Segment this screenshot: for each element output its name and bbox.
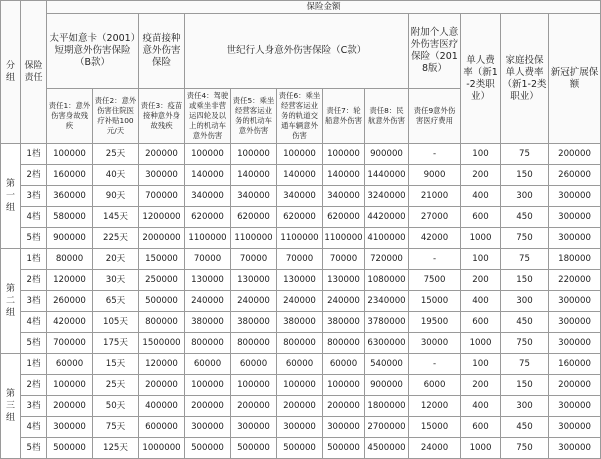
value-cell: 1440000 (365, 165, 409, 186)
value-cell: 70000 (323, 249, 365, 270)
table-row (1, 396, 601, 417)
value-cell: 260000 (549, 165, 601, 186)
value-cell: 300000 (549, 291, 601, 312)
group-label: 第二组 (1, 249, 21, 354)
value-cell: 150000 (139, 249, 185, 270)
value-cell: 130000 (231, 270, 277, 291)
value-cell: 500000 (185, 438, 231, 459)
value-cell: 225天 (93, 228, 139, 249)
value-cell: 240000 (231, 291, 277, 312)
header-row-products (1, 14, 601, 89)
value-cell: - (409, 249, 461, 270)
value-cell: 70000 (231, 249, 277, 270)
value-cell: 620000 (185, 207, 231, 228)
value-cell: 27000 (409, 207, 461, 228)
value-cell: 300000 (549, 312, 601, 333)
value-cell: 1080000 (365, 270, 409, 291)
value-cell: 500000 (277, 438, 323, 459)
value-cell: 180000 (549, 249, 601, 270)
value-cell: 450 (501, 417, 549, 438)
group-label: 第一组 (1, 144, 21, 249)
value-cell: 300000 (231, 417, 277, 438)
value-cell: 60000 (323, 354, 365, 375)
value-cell: 100000 (231, 375, 277, 396)
table-row (1, 312, 601, 333)
value-cell: 100 (461, 354, 501, 375)
value-cell: 70000 (185, 249, 231, 270)
value-cell: 80000 (47, 249, 93, 270)
level-cell: 3档 (21, 186, 47, 207)
value-cell: 160000 (549, 354, 601, 375)
value-cell: 42000 (409, 228, 461, 249)
value-cell: 380000 (277, 312, 323, 333)
table-row (1, 186, 601, 207)
value-cell: 200 (461, 375, 501, 396)
level-cell: 1档 (21, 354, 47, 375)
value-cell: 100000 (185, 375, 231, 396)
group-column-header: 分组 (1, 1, 21, 144)
duty-7-header: 责任7：轮船意外伤害 (323, 89, 365, 144)
value-cell: 450 (501, 207, 549, 228)
value-cell: 150 (501, 375, 549, 396)
value-cell: 300000 (549, 396, 601, 417)
value-cell: 300000 (549, 438, 601, 459)
value-cell: 4500000 (365, 438, 409, 459)
value-cell: 140000 (185, 165, 231, 186)
value-cell: 1000000 (139, 438, 185, 459)
value-cell: 1100000 (231, 228, 277, 249)
level-cell: 5档 (21, 228, 47, 249)
value-cell: 65天 (93, 291, 139, 312)
value-cell: 800000 (139, 312, 185, 333)
value-cell: 125天 (93, 438, 139, 459)
value-cell: 300 (501, 396, 549, 417)
value-cell: 700000 (139, 186, 185, 207)
value-cell: 60000 (47, 354, 93, 375)
value-cell: 70000 (277, 249, 323, 270)
value-cell: 120000 (47, 270, 93, 291)
value-cell: 620000 (323, 207, 365, 228)
value-cell: 60000 (231, 354, 277, 375)
level-cell: 4档 (21, 207, 47, 228)
value-cell: 600000 (139, 417, 185, 438)
value-cell: 300000 (277, 417, 323, 438)
value-cell: 620000 (277, 207, 323, 228)
value-cell: 50天 (93, 396, 139, 417)
level-cell: 4档 (21, 312, 47, 333)
value-cell: 15000 (409, 291, 461, 312)
single-premium-header: 单人费率（新1-2类职业） (461, 14, 501, 144)
value-cell: 6300000 (365, 333, 409, 354)
value-cell: 105天 (93, 312, 139, 333)
table-row (1, 438, 601, 459)
header-row-amount (1, 1, 601, 14)
value-cell: 100000 (231, 144, 277, 165)
value-cell: 100000 (323, 144, 365, 165)
insured-amount-header: 保险金额 (47, 1, 601, 14)
product-medical-header: 附加个人意外伤害医疗保险（2018版） (409, 14, 461, 89)
table-row (1, 354, 601, 375)
family-premium-header: 家庭投保单人费率（新1-2类职业） (501, 14, 549, 144)
value-cell: 220000 (549, 270, 601, 291)
product-c-header: 世纪行人身意外伤害保险（C款） (185, 14, 409, 89)
value-cell: 60000 (277, 354, 323, 375)
level-cell: 5档 (21, 438, 47, 459)
value-cell: 100000 (185, 144, 231, 165)
value-cell: 750 (501, 228, 549, 249)
value-cell: 400 (461, 291, 501, 312)
value-cell: 380000 (323, 312, 365, 333)
value-cell: 340000 (323, 186, 365, 207)
value-cell: 200000 (139, 144, 185, 165)
value-cell: 300000 (549, 207, 601, 228)
value-cell: 540000 (365, 354, 409, 375)
value-cell: 620000 (231, 207, 277, 228)
value-cell: 300 (501, 291, 549, 312)
value-cell: 25天 (93, 375, 139, 396)
value-cell: 2700000 (365, 417, 409, 438)
value-cell: 20天 (93, 249, 139, 270)
value-cell: 75天 (93, 417, 139, 438)
value-cell: 340000 (185, 186, 231, 207)
value-cell: 300000 (549, 417, 601, 438)
duty-5-header: 责任5：乘坐经营客运业务的机动车意外伤害 (231, 89, 277, 144)
value-cell: 3780000 (365, 312, 409, 333)
value-cell: 200000 (323, 396, 365, 417)
value-cell: 145天 (93, 207, 139, 228)
value-cell: 75 (501, 354, 549, 375)
value-cell: 600 (461, 417, 501, 438)
level-cell: 1档 (21, 144, 47, 165)
value-cell: 300000 (185, 417, 231, 438)
value-cell: 240000 (323, 291, 365, 312)
value-cell: 140000 (277, 165, 323, 186)
value-cell: 300000 (323, 417, 365, 438)
value-cell: 900000 (47, 228, 93, 249)
value-cell: 1800000 (365, 396, 409, 417)
value-cell: 100 (461, 144, 501, 165)
value-cell: 175天 (93, 333, 139, 354)
value-cell: 100000 (47, 375, 93, 396)
value-cell: 300000 (47, 417, 93, 438)
level-cell: 2档 (21, 375, 47, 396)
value-cell: 1100000 (277, 228, 323, 249)
duty-6-header: 责任6：乘坐经营客运业务的轨道交通车辆意外伤害 (277, 89, 323, 144)
value-cell: 75 (501, 249, 549, 270)
value-cell: 260000 (47, 291, 93, 312)
value-cell: 120000 (139, 354, 185, 375)
value-cell: 720000 (365, 249, 409, 270)
value-cell: 240000 (277, 291, 323, 312)
value-cell: 900000 (365, 375, 409, 396)
value-cell: 24000 (409, 438, 461, 459)
value-cell: 100000 (277, 144, 323, 165)
table-row (1, 249, 601, 270)
value-cell: 400000 (139, 396, 185, 417)
value-cell: 1000 (461, 333, 501, 354)
value-cell: 6000 (409, 375, 461, 396)
product-b-header: 太平如意卡（2001）短期意外伤害保险（B款） (47, 14, 139, 89)
value-cell: 300 (501, 186, 549, 207)
value-cell: 500000 (231, 438, 277, 459)
value-cell: 100000 (323, 375, 365, 396)
duty-8-header: 责任8：民航意外伤害 (365, 89, 409, 144)
value-cell: 400 (461, 186, 501, 207)
value-cell: - (409, 354, 461, 375)
table-row (1, 207, 601, 228)
value-cell: 140000 (231, 165, 277, 186)
value-cell: 340000 (231, 186, 277, 207)
value-cell: 30000 (409, 333, 461, 354)
value-cell: 4420000 (365, 207, 409, 228)
value-cell: 200000 (185, 396, 231, 417)
value-cell: 800000 (185, 333, 231, 354)
value-cell: 1500000 (139, 333, 185, 354)
value-cell: 3240000 (365, 186, 409, 207)
value-cell: 2340000 (365, 291, 409, 312)
value-cell: 60000 (185, 354, 231, 375)
value-cell: 75 (501, 144, 549, 165)
value-cell: 100000 (47, 144, 93, 165)
table-row (1, 270, 601, 291)
value-cell: 200000 (277, 396, 323, 417)
duty-2-header: 责任2：意外伤害住院医疗补贴100元/天 (93, 89, 139, 144)
value-cell: 200 (461, 165, 501, 186)
value-cell: 30天 (93, 270, 139, 291)
value-cell: 200000 (549, 144, 601, 165)
value-cell: 200000 (47, 396, 93, 417)
table-row (1, 144, 601, 165)
value-cell: 150 (501, 270, 549, 291)
value-cell: 7500 (409, 270, 461, 291)
table-row (1, 228, 601, 249)
value-cell: 500000 (139, 291, 185, 312)
level-cell: 1档 (21, 249, 47, 270)
value-cell: 400 (461, 396, 501, 417)
value-cell: 500000 (47, 438, 93, 459)
value-cell: 150 (501, 165, 549, 186)
value-cell: 130000 (323, 270, 365, 291)
value-cell: 300000 (549, 333, 601, 354)
level-cell: 2档 (21, 165, 47, 186)
value-cell: 100 (461, 249, 501, 270)
covid-extension-header: 新冠扩展保额 (549, 14, 601, 144)
table-row (1, 291, 601, 312)
duty-1-header: 责任1：意外伤害身故残疾 (47, 89, 93, 144)
table-row (1, 417, 601, 438)
value-cell: 160000 (47, 165, 93, 186)
value-cell: 40天 (93, 165, 139, 186)
value-cell: 800000 (231, 333, 277, 354)
level-cell: 3档 (21, 396, 47, 417)
value-cell: 90天 (93, 186, 139, 207)
value-cell: 15天 (93, 354, 139, 375)
value-cell: 250000 (139, 270, 185, 291)
value-cell: 2000000 (139, 228, 185, 249)
level-cell: 2档 (21, 270, 47, 291)
duty-4-header: 责任4：驾驶或乘坐非营运四轮及以上的机动车意外伤害 (185, 89, 231, 144)
value-cell: 4100000 (365, 228, 409, 249)
product-vaccine-header: 疫苗接种意外伤害保险 (139, 14, 185, 89)
value-cell: 900000 (365, 144, 409, 165)
value-cell: 700000 (47, 333, 93, 354)
value-cell: 130000 (185, 270, 231, 291)
table-row (1, 375, 601, 396)
table-row (1, 333, 601, 354)
value-cell: 750 (501, 438, 549, 459)
value-cell: 340000 (277, 186, 323, 207)
level-cell: 5档 (21, 333, 47, 354)
value-cell: 1200000 (139, 207, 185, 228)
value-cell: 300000 (549, 186, 601, 207)
value-cell: 200000 (549, 375, 601, 396)
value-cell: 200000 (231, 396, 277, 417)
value-cell: 580000 (47, 207, 93, 228)
value-cell: 600 (461, 207, 501, 228)
value-cell: 1000 (461, 438, 501, 459)
value-cell: 25天 (93, 144, 139, 165)
duty-3-header: 责任3：疫苗接种意外身故残疾 (139, 89, 185, 144)
value-cell: 15000 (409, 417, 461, 438)
value-cell: 800000 (277, 333, 323, 354)
value-cell: 500000 (323, 438, 365, 459)
value-cell: 1100000 (323, 228, 365, 249)
value-cell: 380000 (185, 312, 231, 333)
value-cell: 240000 (185, 291, 231, 312)
table-row (1, 165, 601, 186)
value-cell: 420000 (47, 312, 93, 333)
value-cell: 360000 (47, 186, 93, 207)
value-cell: 200000 (139, 375, 185, 396)
value-cell: 19500 (409, 312, 461, 333)
value-cell: - (409, 144, 461, 165)
value-cell: 140000 (323, 165, 365, 186)
value-cell: 9000 (409, 165, 461, 186)
value-cell: 1100000 (185, 228, 231, 249)
value-cell: 200 (461, 270, 501, 291)
value-cell: 800000 (323, 333, 365, 354)
value-cell: 21000 (409, 186, 461, 207)
level-cell: 3档 (21, 291, 47, 312)
duty-column-header: 保险责任 (21, 1, 47, 144)
duty-9-header: 责任9意外伤害医疗费用 (409, 89, 461, 144)
level-cell: 4档 (21, 417, 47, 438)
value-cell: 300000 (549, 228, 601, 249)
value-cell: 600 (461, 312, 501, 333)
group-label: 第三组 (1, 354, 21, 459)
value-cell: 450 (501, 312, 549, 333)
value-cell: 750 (501, 333, 549, 354)
value-cell: 130000 (277, 270, 323, 291)
value-cell: 300000 (139, 165, 185, 186)
value-cell: 1000 (461, 228, 501, 249)
value-cell: 380000 (231, 312, 277, 333)
value-cell: 100000 (277, 375, 323, 396)
value-cell: 12000 (409, 396, 461, 417)
